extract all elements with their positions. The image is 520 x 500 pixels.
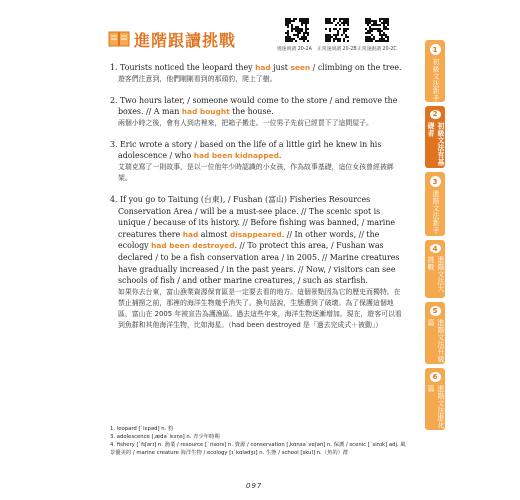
highlighted-tense: disappeared bbox=[229, 229, 282, 239]
vocabulary-footnotes bbox=[110, 425, 410, 457]
page-number: 097 bbox=[246, 482, 263, 490]
chinese-translation: 如果你去台東，富山漁業資源保育區是一定要去看的地方。這個景點因為它的歷史而獨特。在禁止捕撈之前，那裡的海洋生物幾乎消失了。換句話說，生態遭到了破壞。為了保護這個地區，富山在 2005 年被宣告為護漁區。過去這些年來，海洋生物逐漸增加。現在，遊客可以看到魚群和其他海洋生物，比如海星。（had been destroyed 是「過去完成式＋被動」） bbox=[118, 287, 402, 329]
qr-code-icon[interactable] bbox=[365, 18, 389, 42]
open-book-icon bbox=[108, 30, 130, 48]
sentence-list bbox=[110, 62, 402, 341]
highlighted-tense: had been destroyed bbox=[151, 241, 235, 251]
qr-code-icon[interactable] bbox=[285, 18, 309, 42]
chapter-tab[interactable] bbox=[425, 302, 445, 364]
chapter-number: 5 bbox=[430, 306, 441, 316]
footnote: 4. fishery [ˋfɪʃərɪ] n. 漁業 / resource [ˋrisors] n. 資源 / conservation [ˌkɑnsəˋveʃən] n. 保護 / scenic [ˋsinɪk] adj. 風景優美的 / marine creature 海洋生物 / ecology [ɪˋkɑlədʒɪ] n. 生態 / school [skul] n.（魚的）群 bbox=[110, 442, 406, 456]
sentence-text: just bbox=[270, 63, 291, 72]
sentence-text: Two hours later, / someone would come to the store / and remove the boxes. // A man bbox=[118, 95, 398, 117]
chapter-tab[interactable] bbox=[425, 106, 445, 168]
qr-code-label: 正常速朗讀 20-2B bbox=[317, 47, 357, 52]
sentence-text: almost bbox=[198, 229, 230, 239]
item-number: 3. bbox=[110, 139, 121, 149]
chapter-number: 3 bbox=[430, 176, 441, 187]
english-sentence bbox=[110, 62, 402, 74]
sentence-item bbox=[110, 95, 402, 129]
qr-code-label: 正常速跟讀 20-2C bbox=[357, 47, 397, 52]
sentence-text: the house. bbox=[229, 107, 274, 117]
chapter-number: 4 bbox=[430, 244, 441, 253]
sentence-text: . // To protect this area, / Fushan was declared / to be a fish conservation area / in 2005. // Marine creatures have gradually increased / in the past years. // Now, / visitors can see schools of fish / and other marine creatures, / such as starfish. bbox=[118, 241, 400, 286]
chapter-tab[interactable] bbox=[425, 172, 445, 236]
item-number: 1. bbox=[110, 63, 121, 72]
chinese-translation: 艾瑞克寫了一則故事，是以一位他年少時認識的小女孩，作為故事基礎，這位女孩曾經被綁架。 bbox=[118, 162, 394, 182]
sentence-item bbox=[110, 194, 402, 331]
chinese-translation: 兩個小時之後，會有人到店裡來，把箱子搬走。一位男子先前已經買下了這間屋子。 bbox=[118, 118, 373, 127]
english-sentence bbox=[110, 139, 402, 162]
qr-code-icon[interactable] bbox=[325, 18, 349, 42]
chinese-translation: 遊客們注意到，他們剛剛看到的那頭豹，爬上了樹。 bbox=[118, 74, 277, 83]
english-sentence bbox=[110, 194, 402, 287]
footnote: 3. adolescence [ˌædəˋlɛsṇs] n. 青少年時期 bbox=[110, 434, 220, 440]
highlighted-tense: had bbox=[182, 229, 199, 239]
sentence-text: . // In other words, // the ecology bbox=[118, 229, 380, 251]
qr-code-label: 慢速朗讀 20-2A bbox=[277, 47, 312, 52]
chapter-label: 初級文法有基礎者 bbox=[426, 121, 444, 166]
section-title: 進階跟讀挑戰 bbox=[134, 31, 237, 50]
chapter-number: 6 bbox=[430, 372, 441, 382]
chapter-label: 進階文法大挑戰 bbox=[426, 256, 444, 293]
footnote: 1. leopard [ˋlɛpəd] n. 豹 bbox=[110, 426, 174, 432]
chapter-label: 進階文法進化篇 bbox=[426, 384, 444, 429]
sentence-text: Tourists noticed the leopard they bbox=[120, 63, 256, 72]
sentence-text: . bbox=[278, 151, 282, 161]
sentence-item bbox=[110, 139, 402, 184]
sentence-text: Eric wrote a story / based on the life of a little girl he knew in his adolescence / who bbox=[118, 139, 382, 161]
highlighted-tense: had been kidnapped bbox=[193, 151, 279, 161]
chapter-tab[interactable] bbox=[425, 368, 445, 430]
sentence-text: If you go to Taitung (台東), / Fushan (富山) Fisheries Resources Conservation Area / will be a must-see place. // The scenic spot is unique / because of its history. // Before fishing was banned, / marine creatures there bbox=[118, 194, 396, 239]
highlighted-tense: seen bbox=[290, 63, 311, 72]
chapter-label: 進階文法新手 bbox=[431, 190, 439, 234]
sentence-item bbox=[110, 62, 402, 85]
chapter-tab[interactable] bbox=[425, 240, 445, 298]
chapter-label: 進階文法升級篇 bbox=[426, 318, 444, 363]
chapter-label: 初級文法新手 bbox=[431, 58, 439, 102]
chapter-number: 1 bbox=[430, 44, 441, 55]
item-number: 4. bbox=[110, 194, 121, 204]
english-sentence bbox=[110, 95, 402, 118]
item-number: 2. bbox=[110, 95, 121, 105]
sentence-text: / climbing on the tree. bbox=[310, 63, 402, 72]
highlighted-tense: had bought bbox=[181, 107, 230, 117]
chapter-tab[interactable] bbox=[425, 40, 445, 102]
highlighted-tense: had bbox=[255, 63, 271, 72]
chapter-number: 2 bbox=[430, 110, 441, 119]
